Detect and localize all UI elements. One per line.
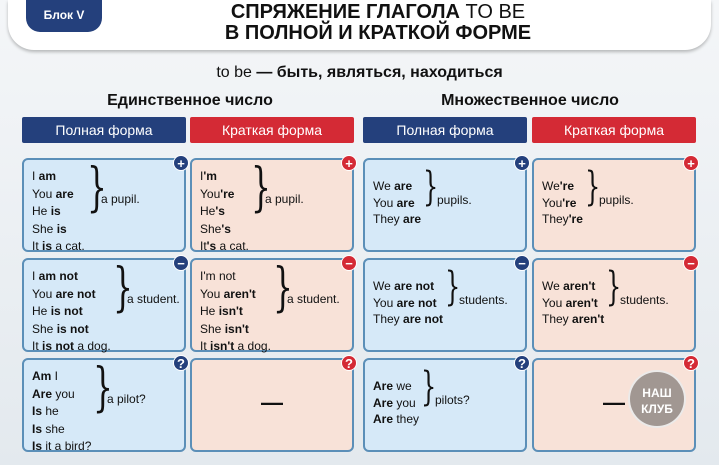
conjugation-line: It isn't a dog.	[200, 339, 271, 353]
brace-icon: }	[585, 164, 601, 210]
conjugation-line: She is	[32, 221, 67, 236]
header-singular-full: Полная форма	[22, 117, 186, 143]
title-cyrillic: СПРЯЖЕНИЕ ГЛАГОЛА	[230, 1, 460, 23]
conjugation-line: Are they	[373, 412, 420, 426]
conjugation-line: I'm not	[200, 269, 236, 283]
predicate-text: students.	[620, 293, 669, 307]
conjugation-line: We're	[542, 179, 574, 193]
conjugation-line: You aren't	[200, 286, 256, 301]
affirmative-badge-icon: +	[514, 155, 530, 171]
brace-icon: }	[93, 358, 113, 418]
conjugation-line: They are	[373, 212, 422, 226]
question-badge-icon: ?	[173, 355, 189, 371]
cell-affirmative-sing-full	[22, 158, 186, 252]
block-tab: Блок V	[26, 0, 102, 32]
conjugation-line: Is he	[32, 404, 59, 418]
conjugation-line: I'm	[200, 169, 217, 183]
conjugation-line: You are not	[32, 286, 96, 301]
cell-negative-pl-short	[532, 258, 696, 352]
conjugation-line: We are	[373, 179, 413, 193]
conjugation-line: Am I	[32, 369, 59, 383]
subtitle-verb: to be	[216, 64, 252, 81]
conjugation-line: You aren't	[542, 295, 598, 310]
conjugation-line: They're	[542, 212, 583, 226]
predicate-text: a pupil.	[101, 192, 140, 206]
brace-icon: }	[606, 264, 622, 310]
affirmative-badge-icon: +	[173, 155, 189, 171]
conjugation-line: You are not	[373, 295, 437, 310]
cell-affirmative-pl-full	[363, 158, 527, 252]
cell-negative-sing-full	[22, 258, 186, 352]
cell-question-pl-full	[363, 358, 527, 452]
predicate-text: a student.	[127, 292, 180, 306]
conjugation-line: You are	[32, 186, 74, 201]
affirmative-badge-icon: +	[683, 155, 699, 171]
conjugation-line: She is not	[32, 321, 89, 336]
conjugation-line: It's a cat.	[200, 239, 249, 253]
conjugation-line: It is not a dog.	[32, 339, 111, 353]
cell-negative-sing-short	[190, 258, 354, 352]
brace-icon: }	[423, 164, 439, 210]
brace-icon: }	[87, 158, 107, 218]
subtitle-dash: —	[251, 64, 277, 81]
question-badge-icon: ?	[514, 355, 530, 371]
negative-badge-icon: −	[173, 255, 189, 271]
conjugation-line: Is it a bird?	[32, 439, 92, 453]
cell-affirmative-sing-short	[190, 158, 354, 252]
negative-badge-icon: −	[514, 255, 530, 271]
conjugation-line: I am not	[32, 269, 79, 283]
empty-dash: —	[603, 390, 625, 415]
brace-icon: }	[421, 364, 437, 410]
section-plural: Множественное число	[441, 92, 619, 109]
brace-icon: }	[251, 158, 271, 218]
predicate-text: a pilot?	[107, 392, 146, 406]
affirmative-badge-icon: +	[341, 155, 357, 171]
conjugation-line: Are you	[32, 386, 75, 401]
header-singular-short: Краткая форма	[190, 117, 354, 143]
conjugation-line: You're	[200, 186, 235, 201]
conjugation-line: She's	[200, 221, 231, 236]
question-badge-icon: ?	[341, 355, 357, 371]
conjugation-line: Are we	[373, 379, 412, 393]
section-singular: Единственное число	[107, 92, 273, 109]
predicate-text: pupils.	[599, 193, 634, 207]
predicate-text: pilots?	[435, 393, 470, 407]
conjugation-line: He isn't	[200, 304, 243, 318]
subtitle-meaning: быть, являться, находиться	[276, 64, 503, 81]
conjugation-line: I am	[32, 169, 57, 183]
conjugation-line: He is	[32, 204, 61, 218]
cell-question-sing-full	[22, 358, 186, 452]
conjugation-line: They are not	[373, 312, 444, 326]
conjugation-line: We aren't	[542, 279, 596, 293]
conjugation-line: Are you	[373, 395, 416, 410]
cell-question-sing-short	[190, 358, 354, 452]
predicate-text: a student.	[287, 292, 340, 306]
negative-badge-icon: −	[683, 255, 699, 271]
conjugation-line: You're	[542, 195, 577, 210]
page-title	[118, 2, 638, 44]
negative-badge-icon: −	[341, 255, 357, 271]
conjugation-line: He's	[200, 204, 225, 218]
title-latin: TO BE	[465, 1, 526, 23]
conjugation-line: She isn't	[200, 321, 249, 336]
brace-icon: }	[273, 258, 293, 318]
subtitle	[0, 64, 719, 82]
predicate-text: pupils.	[437, 193, 472, 207]
cell-negative-pl-full	[363, 258, 527, 352]
conjugation-line: We are not	[373, 279, 435, 293]
predicate-text: a pupil.	[265, 192, 304, 206]
conjugation-line: They aren't	[542, 312, 605, 326]
header-plural-full: Полная форма	[363, 117, 527, 143]
conjugation-line: It is a cat.	[32, 239, 85, 253]
empty-dash: —	[261, 390, 283, 415]
header	[8, 0, 711, 50]
conjugation-line: You are	[373, 195, 415, 210]
brace-icon: }	[445, 264, 461, 310]
title-line2: В ПОЛНОЙ И КРАТКОЙ ФОРМЕ	[224, 22, 532, 44]
cell-affirmative-pl-short	[532, 158, 696, 252]
brace-icon: }	[113, 258, 133, 318]
predicate-text: students.	[459, 293, 508, 307]
question-badge-icon: ?	[683, 355, 699, 371]
conjugation-line: Is she	[32, 421, 65, 436]
header-plural-short: Краткая форма	[532, 117, 696, 143]
watermark-logo: НАШ КЛУБ	[628, 370, 686, 428]
conjugation-line: He is not	[32, 304, 83, 318]
